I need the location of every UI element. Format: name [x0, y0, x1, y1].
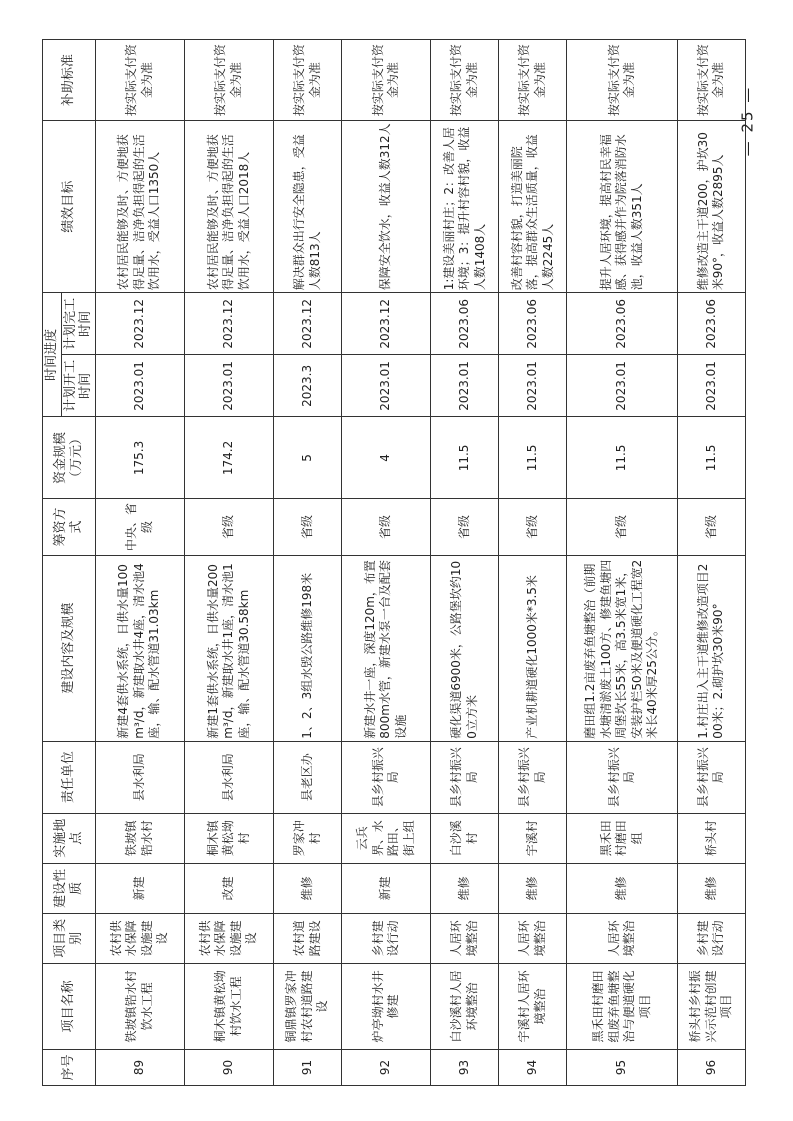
- rotated-table-wrapper: [42, 39, 746, 1086]
- cell-funding: 省级: [431, 499, 499, 555]
- cell-seq: 95: [567, 1049, 678, 1085]
- cell-seq: 91: [274, 1049, 342, 1085]
- table-row: [274, 40, 342, 1086]
- table-row: [95, 40, 184, 1086]
- cell-nature: 改建: [184, 863, 273, 913]
- cell-nature: 维修: [431, 863, 499, 913]
- cell-content: 硬化渠道6900米，公路堡坎约100立方米: [431, 555, 499, 741]
- cell-goal: 保障安全饮水，收益人数312人: [342, 121, 431, 293]
- header-goal: 绩效目标: [43, 121, 96, 293]
- cell-standard: 按实际支付资金为准: [95, 40, 184, 121]
- cell-funding: 省级: [342, 499, 431, 555]
- cell-amount: 4: [342, 417, 431, 499]
- cell-content: 产业机耕道硬化1000米*3.5米: [499, 555, 567, 741]
- cell-name: 桐木镇黄松坳村饮水工程: [184, 963, 273, 1049]
- cell-goal: 改善村容村貌，打造美丽院落，提高群众生活质量，收益人数2245人: [499, 121, 567, 293]
- cell-location: 罗家冲村: [274, 813, 342, 863]
- cell-standard: 按实际支付资金为准: [677, 40, 745, 121]
- header-location: 实施地点: [43, 813, 96, 863]
- cell-location: 黑禾田村磨田组: [567, 813, 678, 863]
- cell-seq: 93: [431, 1049, 499, 1085]
- header-category: 项目类别: [43, 913, 96, 963]
- header-funding: 筹资方式: [43, 499, 96, 555]
- cell-end: 2023.12: [184, 293, 273, 355]
- cell-nature: 新建: [95, 863, 184, 913]
- cell-nature: 维修: [499, 863, 567, 913]
- cell-name: 铜鼎镇罗家冲村农村道路建设: [274, 963, 342, 1049]
- cell-end: 2023.06: [677, 293, 745, 355]
- cell-standard: 按实际支付资金为准: [499, 40, 567, 121]
- cell-start: 2023.01: [431, 355, 499, 417]
- cell-unit: 县乡村振兴局: [567, 741, 678, 813]
- cell-funding: 省级: [567, 499, 678, 555]
- table-row: [184, 40, 273, 1086]
- cell-name: 铁坡镇锆水村饮水工程: [95, 963, 184, 1049]
- cell-standard: 按实际支付资金为准: [274, 40, 342, 121]
- cell-start: 2023.01: [567, 355, 678, 417]
- project-table: [42, 39, 746, 1086]
- cell-unit: 县乡村振兴局: [342, 741, 431, 813]
- cell-name: 白沙溪村人居环境整治: [431, 963, 499, 1049]
- header-start: 计划开工时间: [61, 355, 95, 417]
- cell-start: 2023.01: [184, 355, 273, 417]
- cell-content: 新建4套供水系统，日供水量100m³/d，新建取水井4座，清水池4座，输、配水管道31.03km: [95, 555, 184, 741]
- cell-goal: 提升人居环境，提高村民幸福感、获得感并作为院落消防水池，收益人数351人: [567, 121, 678, 293]
- cell-funding: 中央、省级: [95, 499, 184, 555]
- cell-content: 1、2、3组水毁公路维修198米: [274, 555, 342, 741]
- cell-goal: 1:建设美丽村庄；2：改善人居环境；3：提升村容村貌，收益人数1408人: [431, 121, 499, 293]
- cell-location: 云兵界、水路田、街上组: [342, 813, 431, 863]
- cell-name: 炉亭坳村水井修建: [342, 963, 431, 1049]
- cell-end: 2023.06: [431, 293, 499, 355]
- cell-location: 宇溪村: [499, 813, 567, 863]
- table-row: [431, 40, 499, 1086]
- cell-start: 2023.01: [677, 355, 745, 417]
- cell-content: 磨田组1.2亩废弃鱼塘整治（前期水塘清淤废土100方、修建鱼塘四周堡坎长55米，高3.5米宽1米，安装护栏50米及便道硬化工程宽2米长40米厚25公分。: [567, 555, 678, 741]
- cell-category: 人居环境整治: [499, 913, 567, 963]
- cell-location: 桐木镇黄松坳村: [184, 813, 273, 863]
- table-row: [677, 40, 745, 1086]
- cell-goal: 解决群众出行安全隐患，受益人数813人: [274, 121, 342, 293]
- cell-goal: 农村居民能够及时、方便地获得足量、洁净负担得起的生活饮用水，受益人口1350人: [95, 121, 184, 293]
- header-standard: 补助标准: [43, 40, 96, 121]
- cell-start: 2023.01: [95, 355, 184, 417]
- header-schedule: 时间进度: [43, 293, 62, 417]
- cell-category: 乡村建设行动: [677, 913, 745, 963]
- cell-nature: 新建: [342, 863, 431, 913]
- cell-funding: 省级: [499, 499, 567, 555]
- cell-seq: 96: [677, 1049, 745, 1085]
- cell-seq: 94: [499, 1049, 567, 1085]
- cell-start: 2023.01: [342, 355, 431, 417]
- cell-end: 2023.12: [95, 293, 184, 355]
- cell-standard: 按实际支付资金为准: [431, 40, 499, 121]
- cell-category: 人居环境整治: [567, 913, 678, 963]
- cell-nature: 维修: [567, 863, 678, 913]
- cell-funding: 省级: [677, 499, 745, 555]
- cell-funding: 省级: [184, 499, 273, 555]
- cell-goal: 维修改造主干道200，护坎30米90°，收益人数2895人: [677, 121, 745, 293]
- table-row: [499, 40, 567, 1086]
- cell-seq: 89: [95, 1049, 184, 1085]
- cell-unit: 县水利局: [95, 741, 184, 813]
- cell-location: 白沙溪村: [431, 813, 499, 863]
- cell-category: 人居环境整治: [431, 913, 499, 963]
- cell-end: 2023.06: [499, 293, 567, 355]
- page-number: — 25 —: [738, 85, 757, 157]
- cell-end: 2023.06: [567, 293, 678, 355]
- cell-nature: 维修: [677, 863, 745, 913]
- cell-seq: 92: [342, 1049, 431, 1085]
- cell-unit: 县乡村振兴局: [431, 741, 499, 813]
- cell-amount: 11.5: [431, 417, 499, 499]
- cell-category: 乡村建设行动: [342, 913, 431, 963]
- cell-goal: 农村居民能够及时、方便地获得足量、洁净负担得起的生活饮用水，受益人口2018人: [184, 121, 273, 293]
- header-content: 建设内容及规模: [43, 555, 96, 741]
- cell-location: 桥头村: [677, 813, 745, 863]
- cell-content: 新建水井一座，深度120m，布置800m水管，新建水泵一台及配套设施: [342, 555, 431, 741]
- cell-standard: 按实际支付资金为准: [342, 40, 431, 121]
- cell-category: 农村供水保障设施建设: [184, 913, 273, 963]
- header-name: 项目名称: [43, 963, 96, 1049]
- cell-name: 宇溪村人居环境整治: [499, 963, 567, 1049]
- cell-unit: 县老区办: [274, 741, 342, 813]
- cell-nature: 维修: [274, 863, 342, 913]
- cell-amount: 11.5: [567, 417, 678, 499]
- cell-name: 黑禾田村磨田组废弃鱼塘整治与便道硬化项目: [567, 963, 678, 1049]
- cell-unit: 县乡村振兴局: [677, 741, 745, 813]
- cell-end: 2023.12: [274, 293, 342, 355]
- table-row: [567, 40, 678, 1086]
- cell-standard: 按实际支付资金为准: [184, 40, 273, 121]
- cell-funding: 省级: [274, 499, 342, 555]
- header-nature: 建设性质: [43, 863, 96, 913]
- cell-unit: 县水利局: [184, 741, 273, 813]
- cell-amount: 11.5: [677, 417, 745, 499]
- cell-unit: 县乡村振兴局: [499, 741, 567, 813]
- cell-end: 2023.12: [342, 293, 431, 355]
- header-unit: 责任单位: [43, 741, 96, 813]
- cell-category: 农村道路建设: [274, 913, 342, 963]
- header-amount: 资金规模（万元）: [43, 417, 96, 499]
- cell-amount: 11.5: [499, 417, 567, 499]
- cell-content: 新建1套供水系统，日供水量200m³/d，新建取水井1座，清水池1座，输、配水管道30.58km: [184, 555, 273, 741]
- cell-amount: 5: [274, 417, 342, 499]
- cell-location: 铁坡镇锆水村: [95, 813, 184, 863]
- table-row: [342, 40, 431, 1086]
- cell-standard: 按实际支付资金为准: [567, 40, 678, 121]
- cell-name: 桥头村乡村振兴示范村创建项目: [677, 963, 745, 1049]
- cell-content: 1.村庄出入主干道维修改造项目200米；2.砌护坎30米90°: [677, 555, 745, 741]
- cell-amount: 175.3: [95, 417, 184, 499]
- cell-seq: 90: [184, 1049, 273, 1085]
- header-seq: 序号: [43, 1049, 96, 1085]
- cell-start: 2023.3: [274, 355, 342, 417]
- header-end: 计划完工时间: [61, 293, 95, 355]
- cell-amount: 174.2: [184, 417, 273, 499]
- cell-category: 农村供水保障设施建设: [95, 913, 184, 963]
- cell-start: 2023.01: [499, 355, 567, 417]
